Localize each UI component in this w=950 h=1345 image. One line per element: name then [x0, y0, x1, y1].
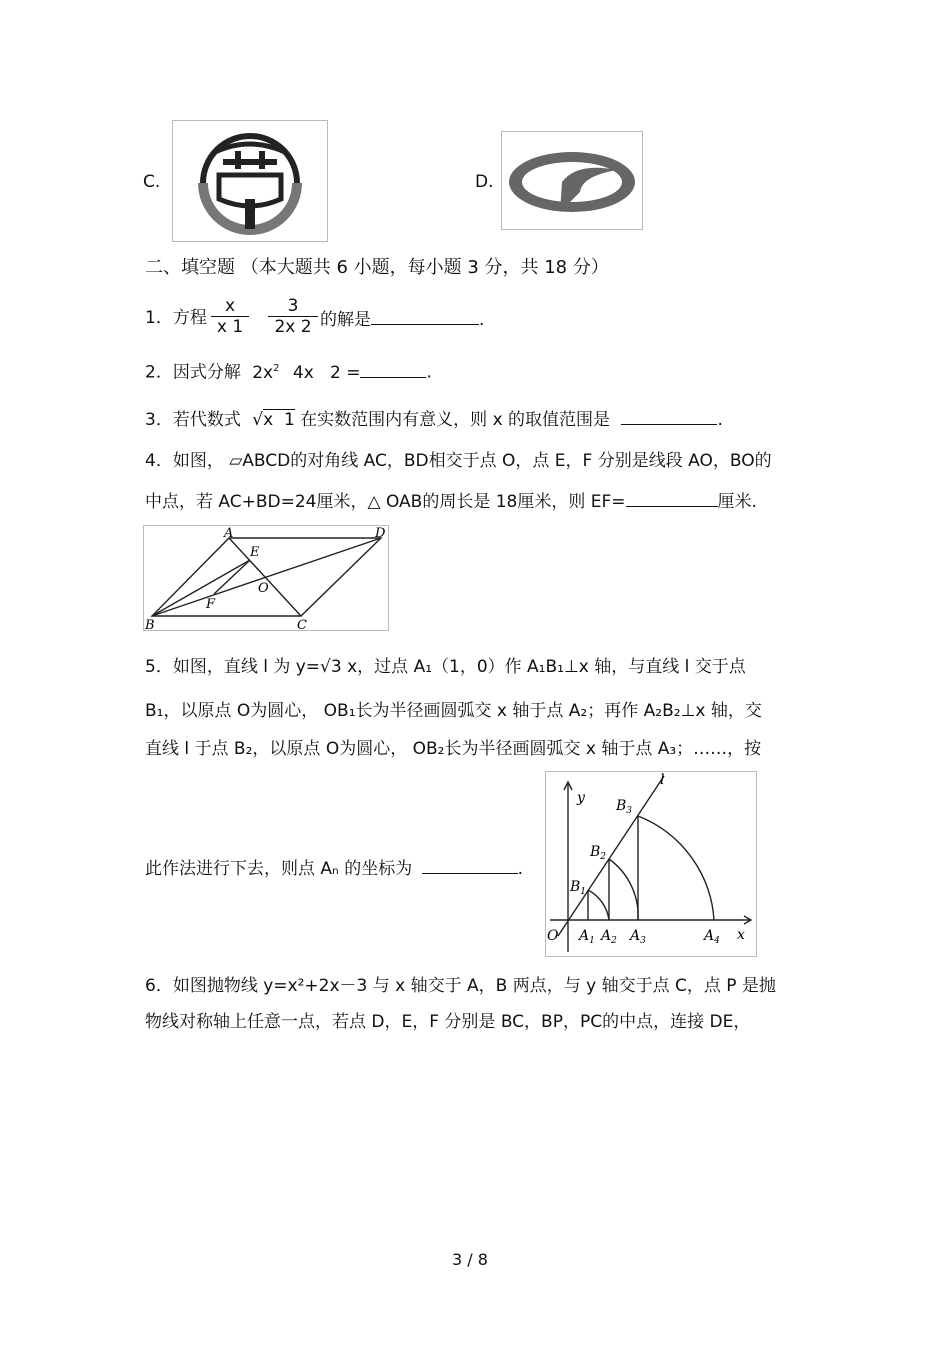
q2-expr-a: 2x [252, 362, 274, 383]
q5-line-4 [145, 857, 523, 879]
q5-label-y: y [577, 790, 585, 806]
q5-label-a3: $A_3$ [630, 928, 646, 946]
q4-label-e: E [250, 545, 260, 560]
option-c-image [172, 120, 328, 242]
sqrt-icon: √ [252, 410, 264, 430]
q5-line-1: 5．如图，直线 l 为 y=√3 x，过点 A₁（1，0）作 A₁B₁⊥x 轴，与直线 l 交于点 [145, 657, 746, 677]
q6-line-2: 物线对称轴上任意一点，若点 D，E，F 分别是 BC，BP，PC的中点，连接 DE， [145, 1012, 751, 1032]
q4-parallelogram-figure [143, 525, 389, 631]
q5-label-x: x [737, 927, 745, 943]
q3-answer-blank[interactable] [621, 408, 717, 425]
q4-label-d: D [375, 526, 386, 541]
q5-label-b1: $B_1$ [570, 879, 587, 897]
q4-line-2-text: 中点，若 AC+BD=24厘米，△ OAB的周长是 18厘米，则 EF= [145, 492, 626, 512]
q4-line-2-end: 厘米. [717, 492, 757, 512]
q3-end: . [717, 410, 723, 430]
q4-line-1: 4．如图， ▱ABCD的对角线 AC，BD相交于点 O，点 E，F 分别是线段 AO，BO的 [145, 451, 772, 471]
q5-line-3: 直线 l 于点 B₂，以原点 O为圆心， OB₂长为半径画圆弧交 x 轴于点 A₃；……，按 [145, 739, 762, 759]
q4-label-b: B [145, 618, 155, 630]
swoosh-logo-icon [502, 132, 642, 229]
q5-line-4-text: 此作法进行下去，则点 Aₙ 的坐标为 [145, 859, 413, 879]
q1-fraction-1 [211, 296, 249, 337]
q1-fraction-2 [268, 296, 318, 337]
option-d-label: D. [475, 172, 494, 192]
q2-end: . [426, 362, 432, 383]
q4-label-a: A [224, 526, 234, 541]
q4-line-2 [145, 490, 757, 512]
q1-suffix-text: 的解是 [320, 310, 371, 330]
q3-prefix: 3．若代数式 [145, 410, 241, 430]
q1-frac2-numerator: 3 [268, 296, 318, 317]
q1-prefix: 1．方程 [145, 308, 207, 328]
q5-label-o: O [547, 928, 559, 944]
q2-answer-blank[interactable] [360, 361, 426, 378]
q1-suffix [320, 308, 484, 330]
option-c-label: C. [143, 172, 161, 192]
q6-line-1: 6．如图抛物线 y=x²+2x－3 与 x 轴交于 A，B 两点，与 y 轴交于点 C，点 P 是抛 [145, 976, 776, 996]
q5-label-b3: $B_3$ [616, 798, 633, 816]
q1-answer-blank[interactable] [371, 308, 479, 325]
page-number: 3 / 8 [452, 1250, 488, 1269]
q5-label-l: l [660, 772, 665, 788]
q4-label-f: F [206, 597, 216, 612]
q1-end: . [479, 310, 485, 330]
q5-label-a4: $A_4$ [704, 928, 720, 946]
section-title: 二、填空题 （本大题共 6 小题，每小题 3 分，共 18 分） [145, 257, 609, 278]
q5-line-2: B₁，以原点 O为圆心， OB₁长为半径画圆弧交 x 轴于点 A₂；再作 A₂B₂⊥x 轴，交 [145, 701, 762, 721]
q2-expr-b: 4x 2 = [292, 362, 361, 383]
q3-radical [252, 410, 295, 430]
q3-radicand: x 1 [263, 410, 295, 430]
q3-line [145, 408, 723, 430]
q1-frac2-denominator: 2x 2 [274, 317, 312, 337]
q1-frac1-denominator: x 1 [216, 317, 244, 337]
q5-label-a2: $A_2$ [601, 928, 617, 946]
q2-prefix: 2．因式分解 [145, 362, 241, 383]
q3-suffix: 在实数范围内有意义，则 x 的取值范围是 [300, 410, 611, 430]
q2-expr-sup: 2 [273, 363, 280, 374]
emblem-logo-icon [173, 121, 327, 241]
q5-end: . [517, 859, 524, 879]
q5-arc-figure [545, 771, 757, 957]
q5-label-a1: $A_1$ [579, 928, 595, 946]
q4-label-c: C [297, 618, 307, 630]
q5-label-b2: $B_2$ [590, 844, 607, 862]
q4-label-o: O [258, 581, 269, 596]
option-d-image [501, 131, 643, 230]
q2-line [145, 359, 432, 383]
q4-answer-blank[interactable] [626, 490, 718, 507]
q1-frac1-numerator: x [211, 296, 249, 317]
q5-answer-blank[interactable] [422, 857, 518, 874]
